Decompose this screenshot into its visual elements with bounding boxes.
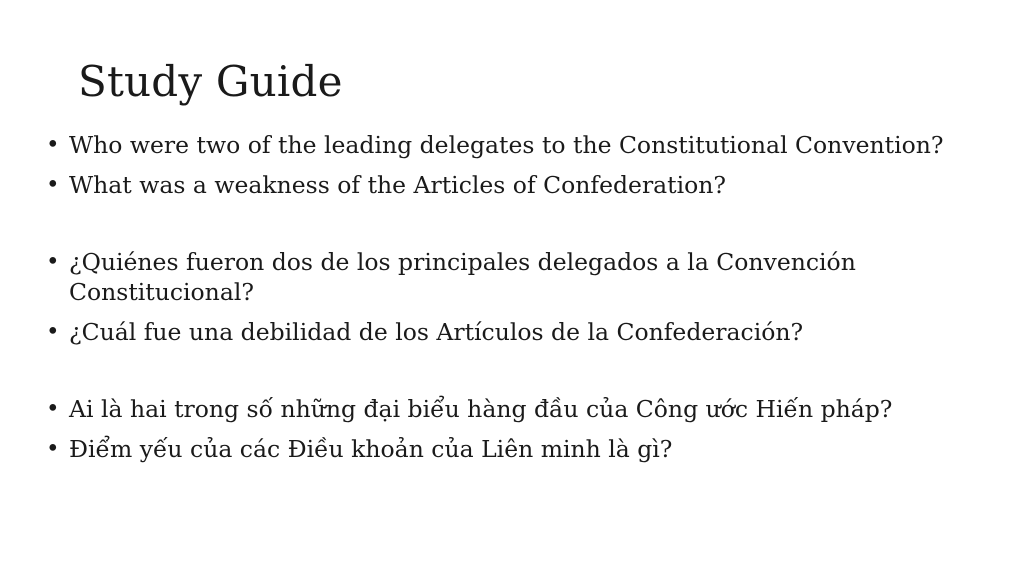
bullet-marker: • <box>46 132 60 158</box>
bullet-item <box>46 317 986 347</box>
bullet-text: Ai là hai trong số những đại biểu hàng đầu của Công ước Hiến pháp? <box>69 395 893 423</box>
bullet-item <box>46 394 986 424</box>
slide-title: Study Guide <box>78 57 343 106</box>
bullet-marker: • <box>46 396 60 422</box>
bullet-marker: • <box>46 436 60 462</box>
bullet-item <box>46 170 986 200</box>
bullet-item <box>46 247 986 307</box>
bullet-text: ¿Quiénes fueron dos de los principales delegados a la Convención Constitucional? <box>69 248 856 306</box>
bullet-marker: • <box>46 172 60 198</box>
bullet-text: ¿Cuál fue una debilidad de los Artículos de la Confederación? <box>69 318 804 346</box>
bullet-marker: • <box>46 319 60 345</box>
bullet-marker: • <box>46 249 60 275</box>
bullet-text: Who were two of the leading delegates to the Constitutional Convention? <box>69 131 944 159</box>
bullet-item <box>46 434 986 464</box>
bullet-item <box>46 130 986 160</box>
bullet-list <box>46 130 986 474</box>
bullet-text: Điểm yếu của các Điều khoản của Liên minh là gì? <box>69 435 673 463</box>
bullet-text: What was a weakness of the Articles of Confederation? <box>69 171 727 199</box>
